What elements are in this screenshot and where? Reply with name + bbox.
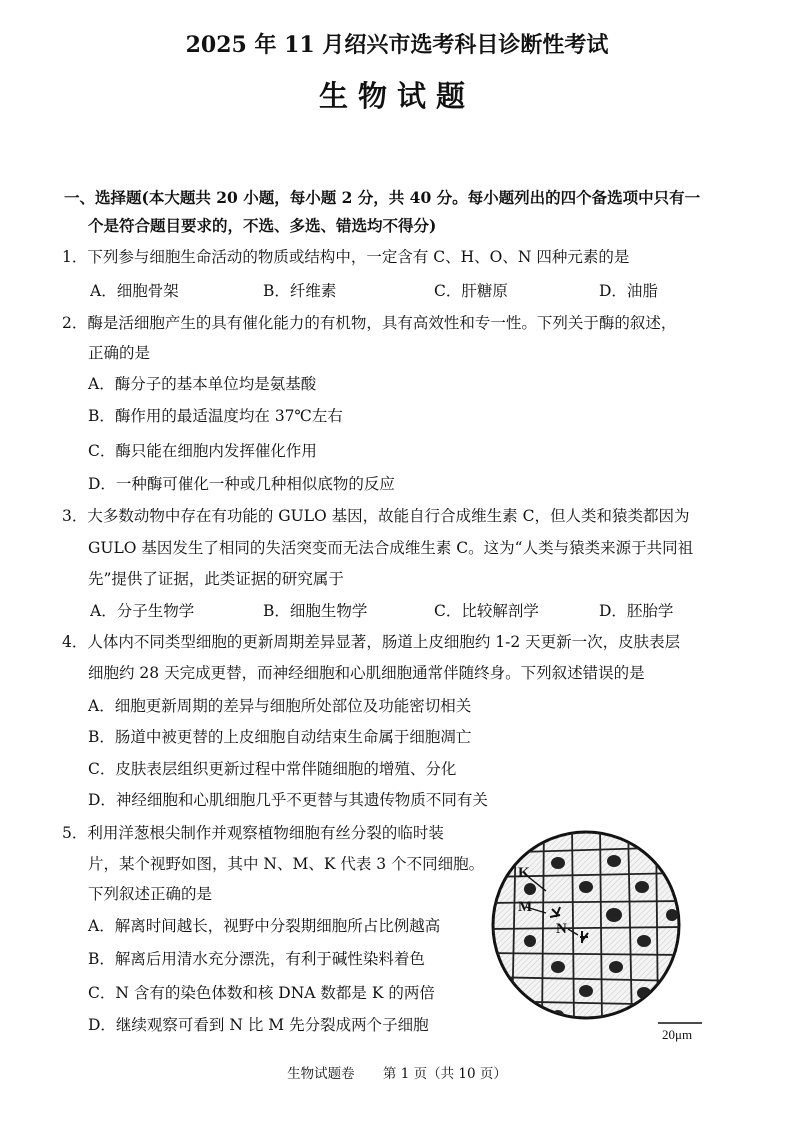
footer-booklet: 生物试题卷 xyxy=(287,1066,355,1082)
section-heading-line2: 个是符合题目要求的，不选、多选、错选均不得分) xyxy=(88,216,437,235)
q3-stem-line1: 3．大多数动物中存在有功能的 GULO 基因，故能自行合成维生素 C，但人类和猿类都因为 xyxy=(62,507,690,525)
label-k: K xyxy=(518,865,530,881)
q1-option-b: B．纤维素 xyxy=(263,282,337,300)
q1-option-c: C．肝糖原 xyxy=(434,282,508,300)
q3-stem-line3: 先”提供了证据，此类证据的研究属于 xyxy=(88,570,344,588)
scale-label: 20μm xyxy=(662,1027,693,1042)
q1-option-d: D．油脂 xyxy=(599,282,658,300)
subject-title: 生物试题 xyxy=(318,79,475,113)
q1-stem: 1．下列参与细胞生命活动的物质或结构中，一定含有 C、H、O、N 四种元素的是 xyxy=(62,248,630,266)
q4-option-c: C．皮肤表层组织更新过程中常伴随细胞的增殖、分化 xyxy=(88,760,457,778)
page-footer xyxy=(0,1062,794,1082)
q2-option-b: B．酶作用的最适温度均在 37℃左右 xyxy=(88,407,343,425)
q4-option-b: B．肠道中被更替的上皮细胞自动结束生命属于细胞凋亡 xyxy=(88,728,472,746)
q5-stem-line2: 片，某个视野如图，其中 N、M、K 代表 3 个不同细胞。 xyxy=(88,855,485,873)
q5-option-c: C．N 含有的染色体数和核 DNA 数都是 K 的两倍 xyxy=(88,984,435,1002)
section-heading-line1: 一、选择题(本大题共 20 小题，每小题 2 分，共 40 分。每小题列出的四个备选项中只有一 xyxy=(64,188,701,207)
label-n: N xyxy=(556,921,567,937)
q5-option-a: A．解离时间越长，视野中分裂期细胞所占比例越高 xyxy=(88,917,441,935)
q3-option-b: B．细胞生物学 xyxy=(263,602,368,620)
q3-option-a: A．分子生物学 xyxy=(90,602,195,620)
q2-stem-line1: 2．酶是活细胞产生的具有催化能力的有机物，具有高效性和专一性。下列关于酶的叙述， xyxy=(62,314,677,332)
q4-stem-line2: 细胞约 28 天完成更替，而神经细胞和心肌细胞通常伴随终身。下列叙述错误的是 xyxy=(88,664,645,682)
label-m: M xyxy=(518,899,533,915)
q5-option-d: D．继续观察可看到 N 比 M 先分裂成两个子细胞 xyxy=(88,1016,429,1034)
q2-option-a: A．酶分子的基本单位均是氨基酸 xyxy=(88,375,317,393)
q4-option-a: A．细胞更新周期的差异与细胞所处部位及功能密切相关 xyxy=(88,697,472,715)
q2-option-c: C．酶只能在细胞内发挥催化作用 xyxy=(88,442,317,460)
q5-stem-line3: 下列叙述正确的是 xyxy=(88,885,213,903)
q4-stem-line1: 4．人体内不同类型细胞的更新周期差异显著，肠道上皮细胞约 1-2 天更新一次，皮肤表层 xyxy=(62,633,681,651)
footer-page-number: 第 1 页（共 10 页） xyxy=(382,1066,507,1082)
q1-option-a: A．细胞骨架 xyxy=(90,282,179,300)
q3-stem-line2: GULO 基因发生了相同的失活突变而无法合成维生素 C。这为“人类与猿类来源于共同祖 xyxy=(88,539,694,557)
micrograph-figure xyxy=(486,825,706,1045)
q2-option-d: D．一种酶可催化一种或几种相似底物的反应 xyxy=(88,475,395,493)
q4-option-d: D．神经细胞和心肌细胞几乎不更替与其遗传物质不同有关 xyxy=(88,791,488,809)
q5-option-b: B．解离后用清水充分漂洗，有利于碱性染料着色 xyxy=(88,950,425,968)
cell-grid xyxy=(486,825,706,1045)
q3-option-d: D．胚胎学 xyxy=(599,602,674,620)
q3-option-c: C．比较解剖学 xyxy=(434,602,539,620)
exam-title: 2025 年 11 月绍兴市选考科目诊断性考试 xyxy=(185,32,609,58)
q2-stem-line2: 正确的是 xyxy=(88,344,151,362)
q5-stem-line1: 5．利用洋葱根尖制作并观察植物细胞有丝分裂的临时装 xyxy=(62,824,444,842)
